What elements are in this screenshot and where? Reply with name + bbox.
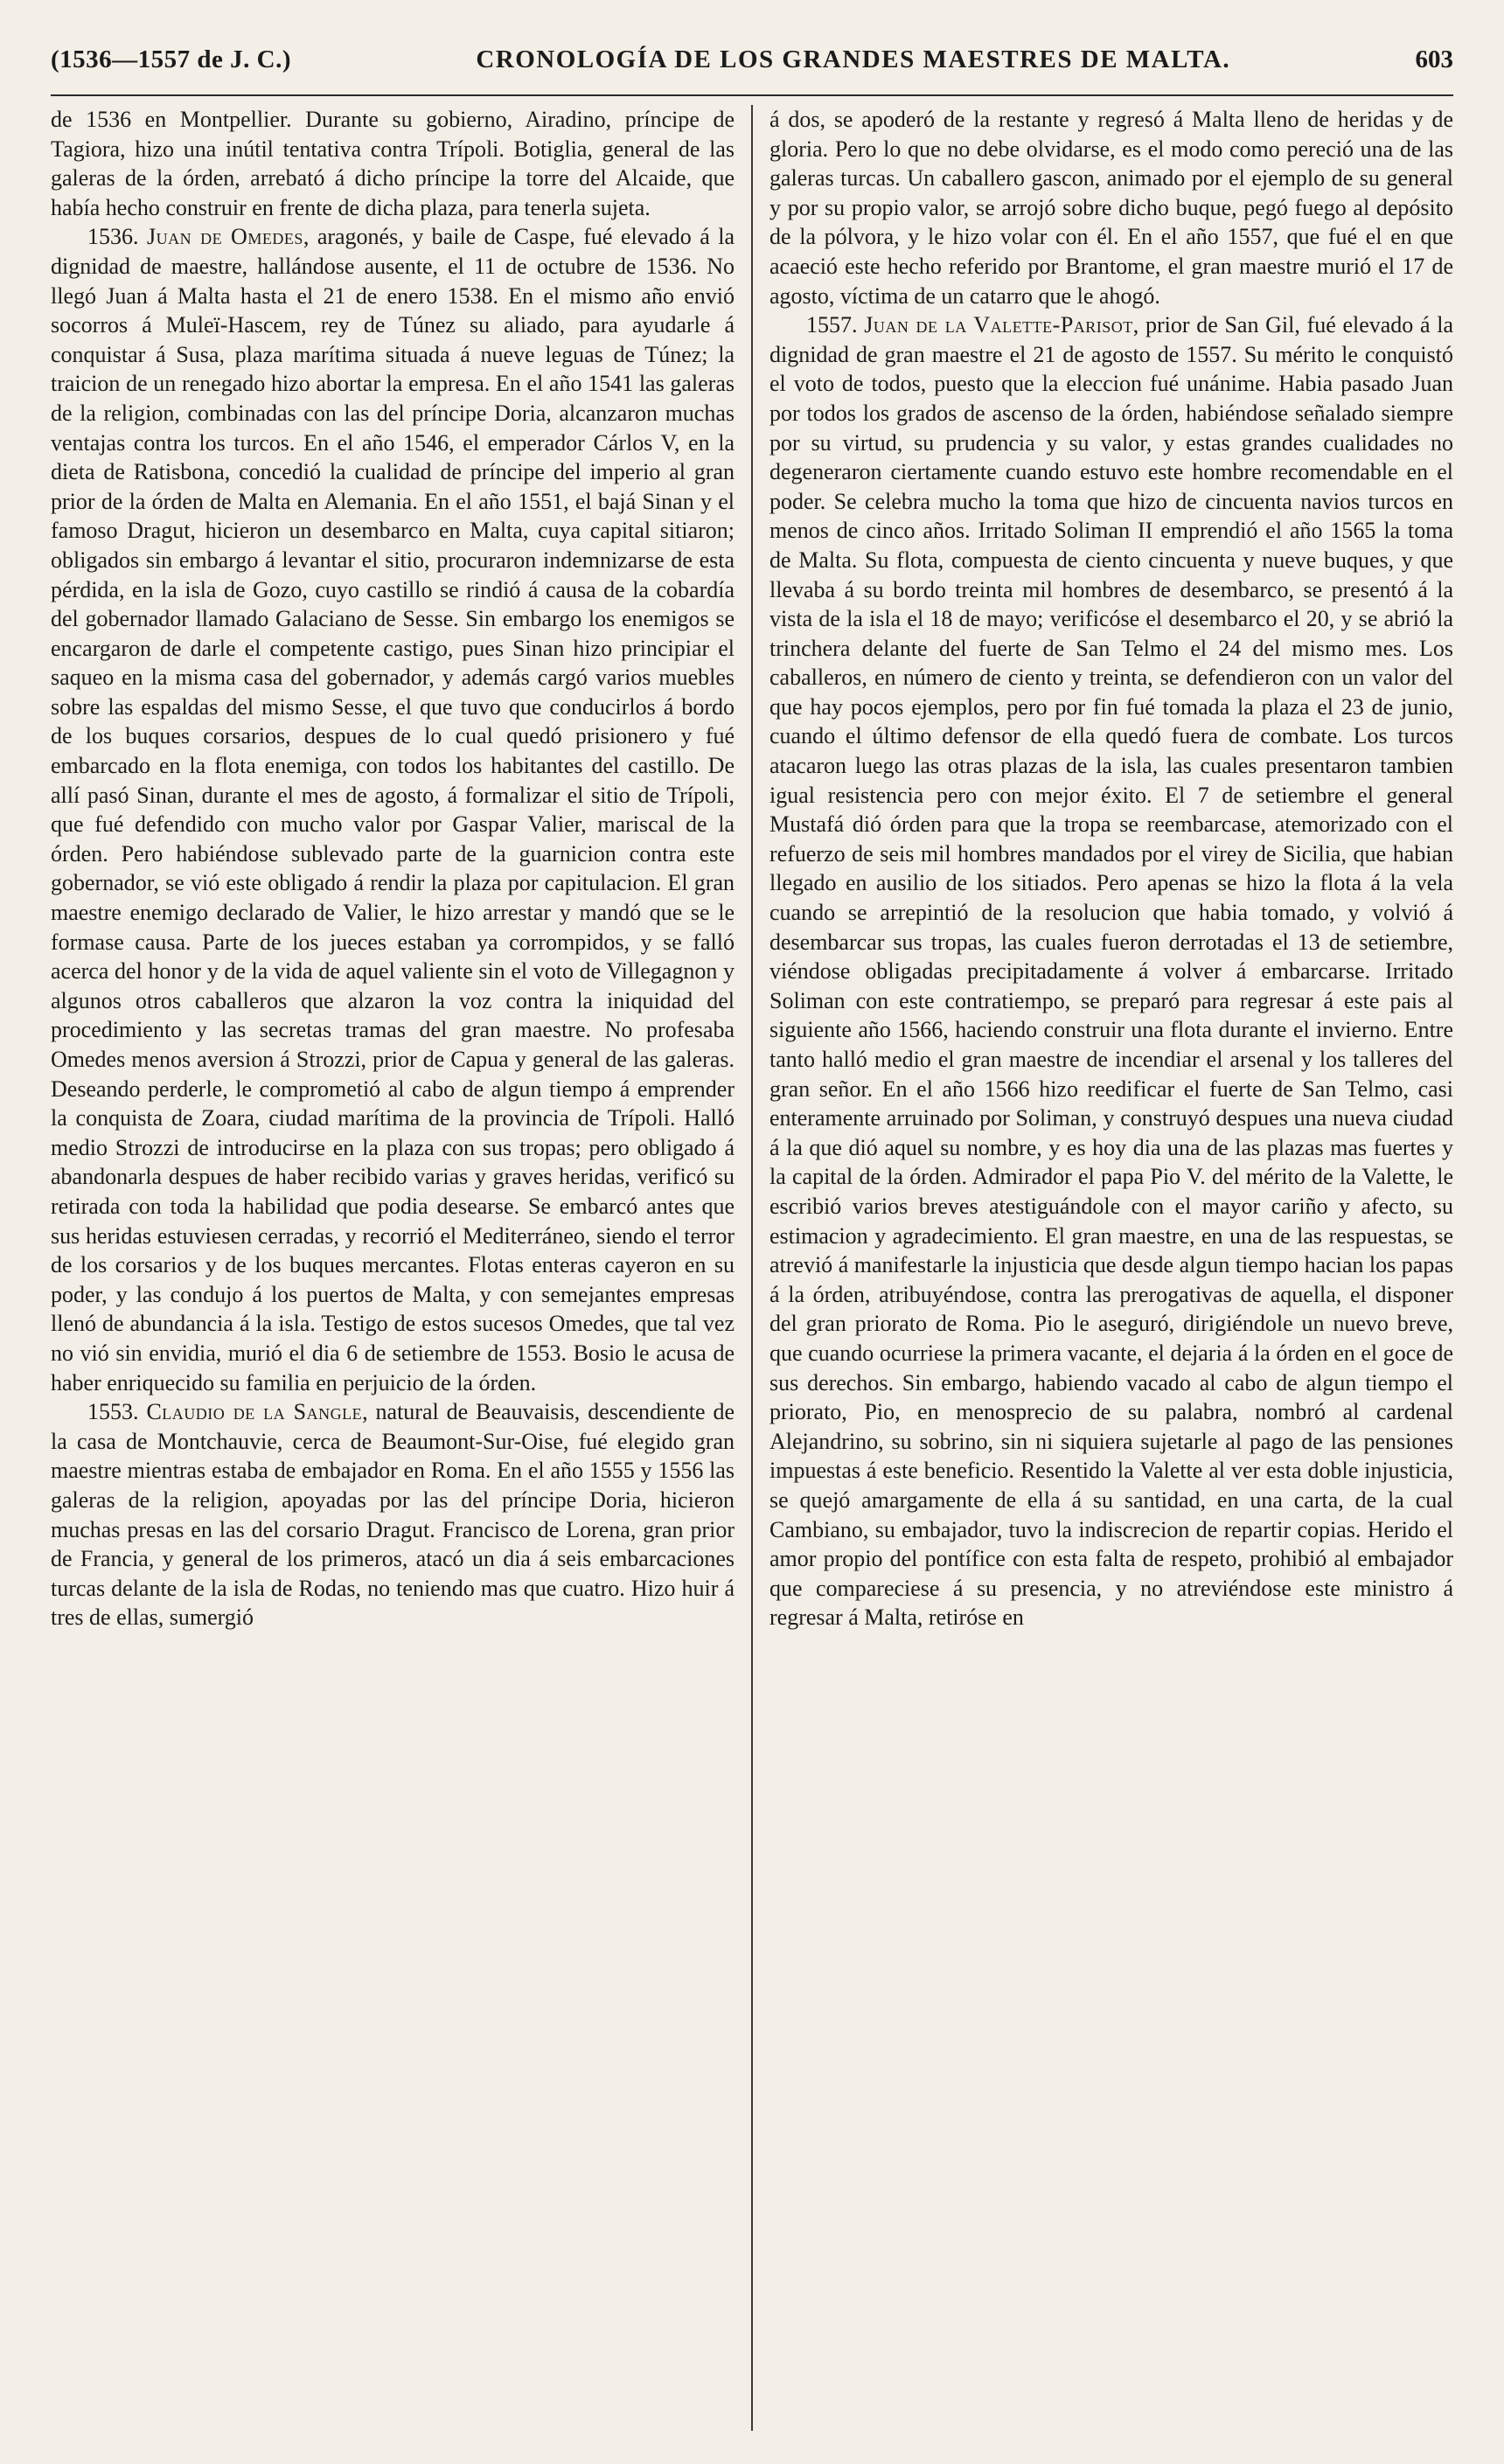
paragraph <box>769 310 1453 1632</box>
paragraph-text: , natural de Beauvaisis, descendiente de la casa de Montchauvie, cerca de Beaumont-Sur-Oise, fué elegido gran maestre mientras estaba de embajador en Roma. En el año 1555 y 1556 las galeras de la religion, apoyadas por las del príncipe Doria, hicieron muchas presas en las del corsario Dragut. Francisco de Lorena, gran prior de Francia, y general de los primeros, atacó un dia á seis embarcaciones turcas delante de la isla de Rodas, no teniendo mas que cuatro. Hizo huir á tres de ellas, sumergió <box>51 1399 735 1631</box>
paragraph <box>51 1397 735 1632</box>
master-name: Claudio de la Sangle <box>146 1399 363 1425</box>
paragraph-text: de 1536 en Montpellier. Durante su gobierno, Airadino, príncipe de Tagiora, hizo una inútil tentativa contra Trípoli. Botiglia, general de las galeras de la órden, arrebató á dicho príncipe la torre del Alcaide, que había hecho construir en frente de dicha plaza, para tenerla sujeta. <box>51 107 735 220</box>
master-name: Juan de la Valette-Parisot <box>864 312 1133 338</box>
paragraph-text: , aragonés, y baile de Caspe, fué elevado á la dignidad de maestre, hallándose ausente, el 11 de octubre de 1536. No llegó Juan á Malta hasta el 21 de enero 1538. En el mismo año envió socorros á Muleï-Hascem, rey de Túnez su aliado, para ayudarle á conquistar á Susa, plaza marítima situada á nueve leguas de Túnez; la traicion de un renegado hizo abortar la empresa. En el año 1541 las galeras de la religion, combinadas con las del príncipe Doria, alcanzaron muchas ventajas contra los turcos. En el año 1546, el emperador Cárlos V, en la dieta de Ratisbona, concedió la cualidad de príncipe del imperio al gran prior de la órden de Malta en Alemania. En el año 1551, el bajá Sinan y el famoso Dragut, hicieron un desembarco en Malta, cuya capital sitiaron; obligados sin embargo á levantar el sitio, procuraron indemnizarse de esta pérdida, en la isla de Gozo, cuyo castillo se rindió á causa de la cobardía del gobernador llamado Galaciano de Sesse. Sin embargo los enemigos se encargaron de darle el competente castigo, pues Sinan hizo principiar el saqueo en la misma casa del gobernador, y además cargó varios muebles sobre las espaldas del mismo Sesse, el que tuvo que conducirlos á bordo de los buques corsarios, despues de lo cual quedó prisionero y fué embarcado en la flota enemiga, con todos los habitantes del castillo. De allí pasó Sinan, durante el mes de agosto, á formalizar el sitio de Trípoli, que fué defendido con mucho valor por Gaspar Valier, mariscal de la órden. Pero habiéndose sublevado parte de la guarnicion contra este gobernador, se vió este obligado á rendir la plaza por capitulacion. El gran maestre enemigo declarado de Valier, le hizo arrestar y mandó que se le formase causa. Parte de los jueces estaban ya corrompidos, y se falló acerca del honor y de la vida de aquel valiente sin el voto de Villegagnon y algunos otros caballeros que alzaron la voz contra la iniquidad del procedimiento y las secretas tramas del gran maestre. No profesaba Omedes menos aversion á Strozzi, prior de Capua y general de las galeras. Deseando perderle, le comprometió al cabo de algun tiempo á emprender la conquista de Zoara, ciudad marítima de la provincia de Trípoli. Halló medio Strozzi de introducirse en la plaza con sus tropas; pero obligado á abandonarla despues de haber recibido varias y graves heridas, verificó su retirada con toda la habilidad que podia desearse. Se embarcó antes que sus heridas estuviesen cerradas, y recorrió el Mediterráneo, siendo el terror de los corsarios y de los buques mercantes. Flotas enteras cayeron en su poder, y las condujo á los puertos de Malta, y con semejantes empresas llenó de abundancia á la isla. Testigo de estos sucesos Omedes, que tal vez no vió sin envidia, murió el dia 6 de setiembre de 1553. Bosio le acusa de haber enriquecido su familia en perjuicio de la órden. <box>51 224 735 1396</box>
left-column <box>51 105 735 2431</box>
page-number: 603 <box>1415 45 1453 73</box>
paragraph <box>51 105 735 222</box>
year-lead: 1557. <box>806 312 858 338</box>
paragraph <box>51 222 735 1397</box>
paragraph-text: , prior de San Gil, fué elevado á la dignidad de gran maestre el 21 de agosto de 1557. Su mérito le conquistó el voto de todos, puesto que la eleccion fué unánime. Habia pasado Juan por todos los grados de ascenso de la órden, habiéndose señalado siempre por su virtud, su prudencia y su valor, y estas grandes cualidades no degeneraron ciertamente cuando estuvo este hombre recomendable en el poder. Se celebra mucho la toma que hizo de cincuenta navios turcos en menos de cinco años. Irritado Soliman II emprendió el año 1565 la toma de Malta. Su flota, compuesta de ciento cincuenta y nueve buques, y que llevaba á su bordo treinta mil hombres de desembarco, se presentó á la vista de la isla el 18 de mayo; verificóse el desembarco el 20, y se abrió la trinchera delante del fuerte de San Telmo el 24 del mismo mes. Los caballeros, en número de ciento y treinta, se defendieron con un valor del que hay pocos ejemplos, pero por fin fué tomada la plaza el 23 de junio, cuando el último defensor de ella quedó fuera de combate. Los turcos atacaron luego las otras plazas de la isla, las cuales presentaron tambien igual resistencia pero con mejor éxito. El 7 de setiembre el general Mustafá dió órden para que la tropa se reembarcase, atemorizado con el refuerzo de seis mil hombres mandados por el virey de Sicilia, que habian llegado en ausilio de los sitiados. Pero apenas se hizo la flota á la vela cuando se arrepintió de la resolucion que habia tomado, y volvió á desembarcar sus tropas, las cuales fueron derrotadas el 13 de setiembre, viéndose obligadas precipitadamente á volver á embarcarse. Irritado Soliman con este contratiempo, se preparó para regresar á este pais al siguiente año 1566, haciendo construir una flota durante el invierno. Entre tanto halló medio el gran maestre de incendiar el arsenal y los talleres del gran señor. En el año 1566 hizo reedificar el fuerte de San Telmo, casi enteramente arruinado por Soliman, y construyó despues una nueva ciudad á la que dió aquel su nombre, y es hoy dia una de las plazas mas fuertes y la capital de la órden. Admirador el papa Pio V. del mérito de la Valette, le escribió varios breves atestiguándole con el mayor cariño y afecto, su estimacion y agradecimiento. El gran maestre, en una de las respuestas, se atrevió á manifestarle la injusticia que desde algun tiempo hacian los papas á la órden, atribuyéndose, contra las prerogativas de aquella, el disponer del gran priorato de Roma. Pio le aseguró, dirigiéndole un nuevo breve, que cuando ocurriese la primera vacante, el dejaria á la órden en el goce de sus derechos. Sin embargo, habiendo vacado al cabo de algun tiempo el priorato, Pio, en menosprecio de su palabra, nombró al cardenal Alejandrino, su sobrino, sin ni siquiera sujetarle al pago de las pensiones impuestas á este beneficio. Resentido la Valette al ver esta doble injusticia, se quejó amargamente de ella á su santidad, en una carta, de la cual Cambiano, su embajador, tuvo la indiscrecion de repartir copias. Herido el amor propio del pontífice con esta falta de respeto, prohibió al embajador que compareciese á su presencia, y no atreviéndose este ministro á regresar á Malta, retiróse en <box>769 312 1453 1631</box>
text-columns <box>51 105 1453 2431</box>
master-name: Juan de Omedes <box>146 224 303 250</box>
header-title: CRONOLOGÍA DE LOS GRANDES MAESTRES DE MALTA. <box>476 45 1231 73</box>
header-date-range: (1536—1557 de J. C.) <box>51 45 292 73</box>
year-lead: 1536. <box>87 224 139 250</box>
page-header <box>51 45 1453 96</box>
paragraph <box>769 105 1453 310</box>
year-lead: 1553. <box>87 1399 139 1425</box>
paragraph-text: á dos, se apoderó de la restante y regresó á Malta lleno de heridas y de gloria. Pero lo que no debe olvidarse, es el modo como pereció una de las galeras turcas. Un caballero gascon, animado por el ejemplo de su general y por su propio valor, se arrojó sobre dicho buque, pegó fuego al depósito de la pólvora, y le hizo volar con él. En el año 1557, que fué el en que acaeció este hecho referido por Brantome, el gran maestre murió el 17 de agosto, víctima de un catarro que le ahogó. <box>769 107 1453 309</box>
column-divider <box>751 105 753 2431</box>
right-column <box>769 105 1453 2431</box>
